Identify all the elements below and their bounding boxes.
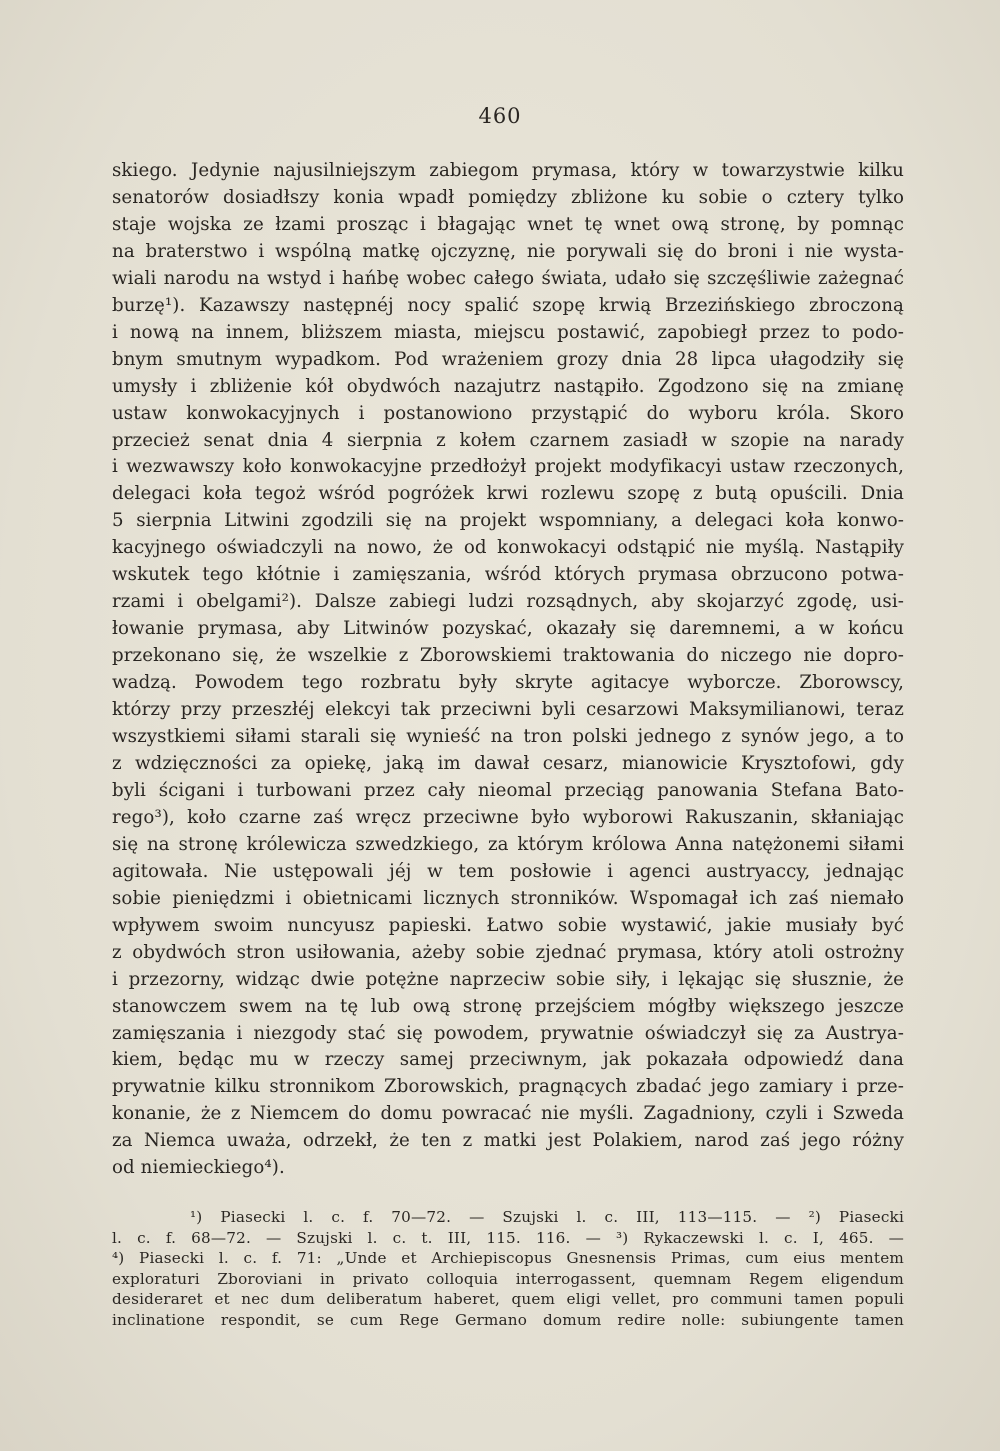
body-line: stanowczem swem na tę lub ową stronę przejściem mógłby większego jeszcze	[112, 995, 904, 1017]
body-text	[112, 158, 904, 1182]
body-line: ustaw konwokacyjnych i postanowiono przystąpić do wyboru króla. Skoro	[112, 402, 904, 424]
body-line: przekonano się, że wszelkie z Zborowskiemi traktowania do niczego nie dopro-	[112, 645, 904, 667]
body-line: wszystkiemi siłami starali się wynieść na tron polski jednego z synów jego, a to	[112, 726, 904, 748]
body-line: konanie, że z Niemcem do domu powracać nie myśli. Zagadniony, czyli i Szweda	[112, 1103, 904, 1125]
body-line: i nową na innem, bliższem miasta, miejscu postawić, zapobiegł przez to podo-	[112, 321, 904, 343]
body-line: z obydwóch stron usiłowania, ażeby sobie zjednać prymasa, który atoli ostrożny	[112, 941, 904, 963]
body-line: kiem, będąc mu w rzeczy samej przeciwnym, jak pokazała odpowiedź dana	[112, 1049, 904, 1071]
body-line: z wdzięczności za opiekę, jaką im dawał cesarz, mianowicie Krysztofowi, gdy	[112, 752, 904, 774]
body-line: i wezwawszy koło konwokacyjne przedłożył projekt modyfikacyi ustaw rzeczonych,	[112, 456, 904, 478]
body-line: skiego. Jedynie najusilniejszym zabiegom prymasa, który w towarzystwie kilku	[112, 160, 904, 181]
body-line: 5 sierpnia Litwini zgodzili się na projekt wspomniany, a delegaci koła konwo-	[112, 510, 904, 532]
body-line: burzę¹). Kazawszy następnéj nocy spalić szopę krwią Brzezińskiego zbroczoną	[112, 294, 904, 316]
body-line: bnym smutnym wypadkom. Pod wrażeniem grozy dnia 28 lipca ułagodziły się	[112, 348, 904, 370]
footnote-line: desideraret et nec dum deliberatum haberet, quem eligi vellet, pro communi tamen populi	[112, 1290, 904, 1308]
body-line: wiali narodu na wstyd i hańbę wobec całego świata, udało się szczęśliwie zażegnać	[112, 267, 904, 289]
body-line: za Niemca uważa, odrzekł, że ten z matki jest Polakiem, narod zaś jego różny	[112, 1130, 904, 1152]
body-line: wpływem swoim nuncyusz papieski. Łatwo sobie wystawić, jakie musiały być	[112, 914, 904, 936]
body-line: którzy przy przeszłéj elekcyi tak przeciwni byli cesarzowi Maksymilianowi, teraz	[112, 699, 904, 721]
footnote-line: inclinatione respondit, se cum Rege Germano domum redire nolle: subiungente tamen	[112, 1310, 904, 1329]
body-line: agitowała. Nie ustępowali jéj w tem posłowie i agenci austryaccy, jednając	[112, 860, 904, 882]
body-line: sobie pieniędzmi i obietnicami licznych stronników. Wspomagał ich zaś niemało	[112, 887, 904, 909]
body-line: umysły i zbliżenie kół obydwóch nazajutrz nastąpiło. Zgodzono się na zmianę	[112, 375, 904, 397]
body-line: staje wojska ze łzami prosząc i błagając wnet tę wnet ową stronę, by pomnąc	[112, 213, 904, 235]
page-number: 460	[478, 104, 522, 128]
body-line: senatorów dosiadłszy konia wpadł pomiędzy zbliżone ku sobie o cztery tylko	[112, 186, 904, 208]
footnotes	[112, 1207, 904, 1330]
footnote-line: ¹) Piasecki l. c. f. 70—72. — Szujski l. c. III, 113—115. — ²) Piasecki	[190, 1208, 904, 1226]
body-line: i przezorny, widząc dwie potężne naprzeciw sobie siły, i lękając się słusznie, że	[112, 968, 904, 990]
body-line: wskutek tego kłótnie i zamięszania, wśród których prymasa obrzucono potwa-	[112, 564, 904, 586]
body-line: wadzą. Powodem tego rozbratu były skryte agitacye wyborcze. Zborowscy,	[112, 672, 904, 694]
footnote-line: ⁴) Piasecki l. c. f. 71: „Unde et Archiepiscopus Gnesnensis Primas, cum eius mentem	[112, 1249, 904, 1267]
body-line: od niemieckiego⁴).	[112, 1157, 285, 1179]
footnote-line: exploraturi Zboroviani in privato colloquia interrogassent, quemnam Regem eligendum	[112, 1269, 904, 1288]
body-line: kacyjnego oświadczyli na nowo, że od konwokacyi odstąpić nie myślą. Nastąpiły	[112, 537, 904, 559]
body-line: łowanie prymasa, aby Litwinów pozyskać, okazały się daremnemi, a w końcu	[112, 618, 904, 640]
body-line: prywatnie kilku stronnikom Zborowskich, pragnących zbadać jego zamiary i prze-	[112, 1076, 904, 1098]
body-line: się na stronę królewicza szwedzkiego, za którym królowa Anna natężonemi siłami	[112, 833, 904, 855]
body-line: delegaci koła tegoż wśród pogróżek krwi rozlewu szopę z butą opuścili. Dnia	[112, 483, 904, 505]
body-line: zamięszania i niezgody stać się powodem, prywatnie oświadczył się za Austrya-	[112, 1022, 904, 1044]
body-line: przecież senat dnia 4 sierpnia z kołem czarnem zasiadł w szopie na narady	[112, 429, 904, 451]
body-line: na braterstwo i wspólną matkę ojczyznę, nie porywali się do broni i nie wysta-	[112, 240, 904, 262]
footnote-line: l. c. f. 68—72. — Szujski l. c. t. III, 115. 116. — ³) Rykaczewski l. c. I, 465. —	[112, 1228, 904, 1247]
body-line: byli ścigani i turbowani przez cały nieomal przeciąg panowania Stefana Bato-	[112, 779, 904, 801]
body-line: rego³), koło czarne zaś wręcz przeciwne było wyborowi Rakuszanin, skłaniając	[112, 806, 904, 828]
body-line: rzami i obelgami²). Dalsze zabiegi ludzi rozsądnych, aby skojarzyć zgodę, usi-	[112, 591, 904, 613]
